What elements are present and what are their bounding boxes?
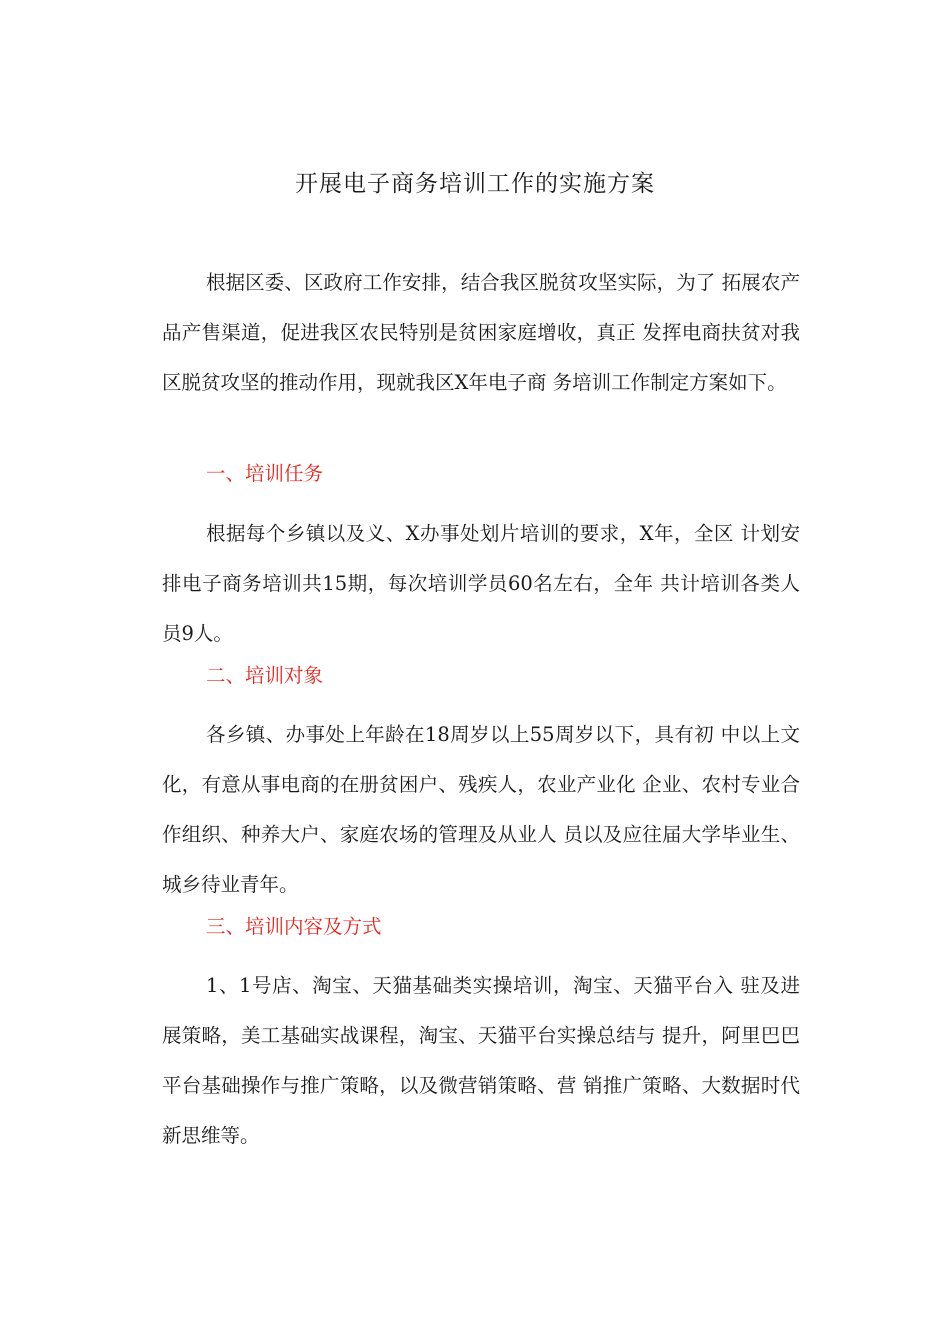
document-title: 开展电子商务培训工作的实施方案 bbox=[295, 171, 655, 197]
intro-paragraph: 根据区委、区政府工作安排，结合我区脱贫攻坚实际，为了 拓展农产品产售渠道，促进我区农民特别是贫困家庭增收，真正 发挥电商扶贫对我区脱贫攻坚的推动作用，现就我区X年电子商 务培训工作制定方案如下。 bbox=[162, 271, 800, 394]
section-heading-task: 一、培训任务 bbox=[206, 462, 324, 485]
target-paragraph: 各乡镇、办事处上年龄在18周岁以上55周岁以下，具有初 中以上文化，有意从事电商的在册贫困户、残疾人，农业产业化 企业、农村专业合作组织、种养大户、家庭农场的管理及从业人 员以及应往届大学毕业生、城乡待业青年。 bbox=[162, 723, 800, 896]
section-heading-content: 三、培训内容及方式 bbox=[206, 915, 382, 938]
section-heading-target: 二、培训对象 bbox=[206, 664, 324, 687]
task-paragraph: 根据每个乡镇以及义、X办事处划片培训的要求，X年，全区 计划安排电子商务培训共15期，每次培训学员60名左右，全年 共计培训各类人员9人。 bbox=[162, 522, 800, 645]
content-paragraph: 1、1号店、淘宝、天猫基础类实操培训，淘宝、天猫平台入 驻及进展策略，美工基础实战课程，淘宝、天猫平台实操总结与 提升，阿里巴巴平台基础操作与推广策略，以及微营销策略、营 销推广策略、大数据时代新思维等。 bbox=[162, 974, 800, 1147]
